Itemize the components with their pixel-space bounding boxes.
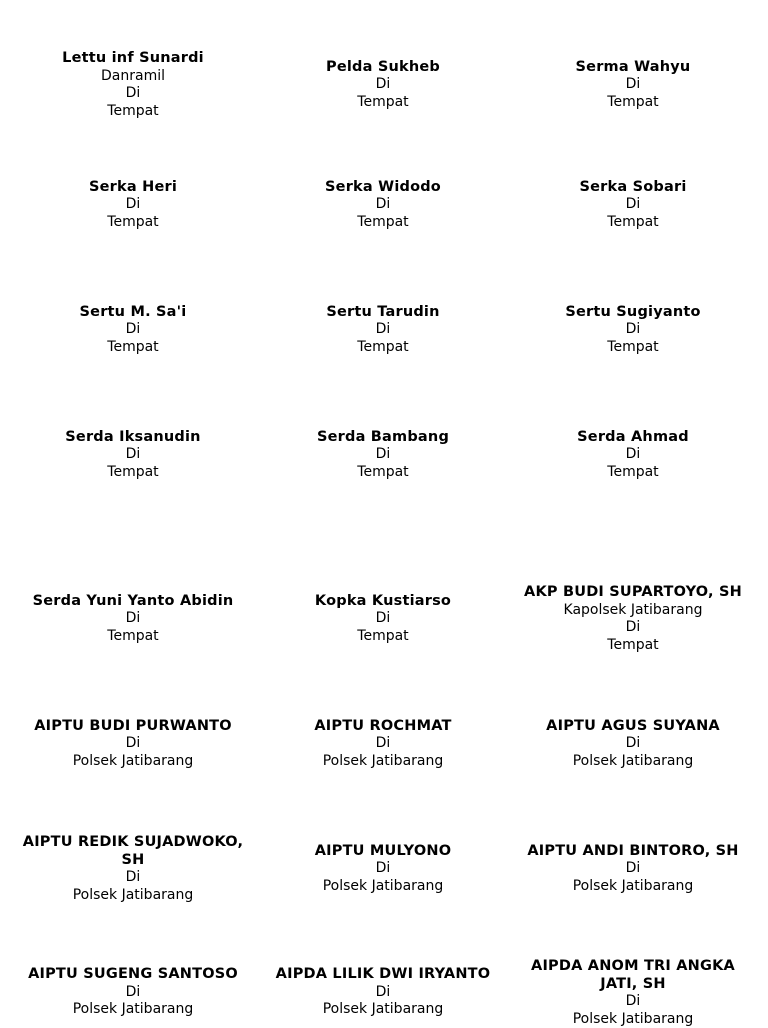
label-line: Polsek Jatibarang: [323, 1001, 444, 1019]
label-line: Polsek Jatibarang: [573, 753, 694, 771]
label-line: Di: [376, 860, 391, 878]
recipient-name: Serma Wahyu: [576, 59, 691, 77]
recipient-name: AIPTU MULYONO: [315, 843, 452, 861]
recipient-name: AIPTU ROCHMAT: [314, 718, 451, 736]
label-row: [8, 400, 760, 510]
recipient-name: Serda Bambang: [317, 429, 449, 447]
address-label: [508, 150, 758, 260]
label-line: Di: [626, 860, 641, 878]
label-line: Polsek Jatibarang: [73, 887, 194, 905]
label-line: Tempat: [107, 464, 158, 482]
label-line: Di: [626, 321, 641, 339]
label-row: [8, 952, 760, 1024]
label-line: Di: [626, 619, 641, 637]
recipient-name: Serka Heri: [89, 179, 177, 197]
label-line: Di: [626, 76, 641, 94]
label-line: Tempat: [357, 464, 408, 482]
label-line: Tempat: [357, 214, 408, 232]
recipient-name: AIPTU ANDI BINTORO, SH: [527, 843, 738, 861]
label-line: Di: [126, 984, 141, 1002]
address-label: [258, 952, 508, 1019]
address-label: [8, 814, 258, 924]
label-line: Di: [626, 993, 641, 1011]
address-label-sheet: [8, 0, 760, 1024]
label-line: Di: [376, 446, 391, 464]
address-label: [258, 689, 508, 799]
recipient-name: AKP BUDI SUPARTOYO, SH: [524, 584, 742, 602]
label-line: Di: [376, 321, 391, 339]
label-line: Di: [626, 735, 641, 753]
recipient-name: Serka Widodo: [325, 179, 441, 197]
label-line: Danramil: [101, 68, 165, 86]
label-line: Di: [126, 321, 141, 339]
address-label: [258, 400, 508, 510]
address-label: [258, 30, 508, 140]
label-line: Di: [376, 735, 391, 753]
address-label: [8, 952, 258, 1019]
label-line: Tempat: [607, 214, 658, 232]
label-row: [8, 275, 760, 385]
recipient-name: Serka Sobari: [580, 179, 687, 197]
address-label: [8, 564, 258, 674]
label-line: Di: [126, 85, 141, 103]
label-line: Di: [126, 610, 141, 628]
label-line: Di: [126, 446, 141, 464]
address-label: [258, 275, 508, 385]
label-line: Tempat: [357, 628, 408, 646]
label-line: Di: [126, 735, 141, 753]
label-line: Tempat: [107, 103, 158, 121]
label-line: Tempat: [607, 464, 658, 482]
address-label: [508, 952, 758, 1028]
recipient-name: AIPDA LILIK DWI IRYANTO: [276, 966, 491, 984]
address-label: [258, 564, 508, 674]
address-label: [258, 150, 508, 260]
label-row: [8, 30, 760, 140]
label-line: Tempat: [607, 94, 658, 112]
label-line: Tempat: [107, 339, 158, 357]
recipient-name: Serda Iksanudin: [65, 429, 200, 447]
label-line: Tempat: [357, 94, 408, 112]
label-row: [8, 814, 760, 924]
label-line: Polsek Jatibarang: [573, 1011, 694, 1028]
label-line: Polsek Jatibarang: [73, 753, 194, 771]
recipient-name: Sertu Sugiyanto: [565, 304, 700, 322]
label-line: Tempat: [107, 628, 158, 646]
recipient-name: Pelda Sukheb: [326, 59, 440, 77]
label-line: Tempat: [357, 339, 408, 357]
label-row: [8, 564, 760, 674]
label-line: Polsek Jatibarang: [573, 878, 694, 896]
recipient-name: Sertu M. Sa'i: [80, 304, 187, 322]
recipient-name: AIPTU BUDI PURWANTO: [34, 718, 232, 736]
label-row: [8, 689, 760, 799]
label-line: Di: [376, 76, 391, 94]
recipient-name: AIPTU AGUS SUYANA: [546, 718, 720, 736]
address-label: [508, 689, 758, 799]
address-label: [508, 275, 758, 385]
address-label: [508, 564, 758, 674]
address-label: [508, 814, 758, 924]
recipient-name: AIPTU REDIK SUJADWOKO, SH: [14, 834, 252, 869]
label-line: Polsek Jatibarang: [323, 878, 444, 896]
label-line: Di: [376, 984, 391, 1002]
recipient-name: Serda Ahmad: [577, 429, 689, 447]
address-label: [8, 400, 258, 510]
label-line: Di: [376, 196, 391, 214]
address-label: [508, 30, 758, 140]
label-line: Di: [626, 446, 641, 464]
recipient-name: Serda Yuni Yanto Abidin: [33, 593, 234, 611]
recipient-name: Kopka Kustiarso: [315, 593, 451, 611]
address-label: [8, 689, 258, 799]
address-label: [508, 400, 758, 510]
label-line: Tempat: [607, 637, 658, 655]
label-line: Polsek Jatibarang: [73, 1001, 194, 1019]
label-line: Di: [126, 196, 141, 214]
label-line: Di: [626, 196, 641, 214]
address-label: [8, 30, 258, 140]
label-line: Polsek Jatibarang: [323, 753, 444, 771]
label-line: Kapolsek Jatibarang: [564, 602, 703, 620]
label-line: Di: [126, 869, 141, 887]
recipient-name: Sertu Tarudin: [326, 304, 439, 322]
label-row: [8, 150, 760, 260]
label-line: Tempat: [107, 214, 158, 232]
recipient-name: AIPTU SUGENG SANTOSO: [28, 966, 238, 984]
address-label: [8, 275, 258, 385]
recipient-name: Lettu inf Sunardi: [62, 50, 204, 68]
label-line: Tempat: [607, 339, 658, 357]
label-line: Di: [376, 610, 391, 628]
address-label: [258, 814, 508, 924]
recipient-name: AIPDA ANOM TRI ANGKA JATI, SH: [514, 958, 752, 993]
address-label: [8, 150, 258, 260]
